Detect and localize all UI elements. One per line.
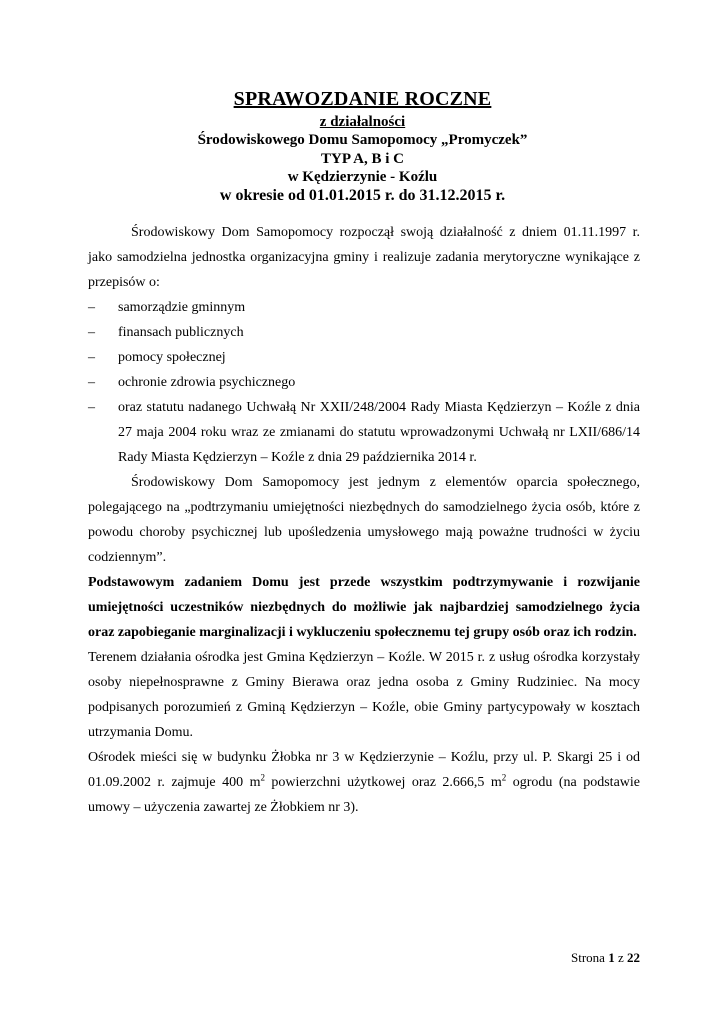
support-paragraph: Środowiskowy Dom Samopomocy jest jednym z elementów oparcia społecznego, polegającego na „podtrzymaniu umiejętności niezbędnych do samodzielnego życia osób, które z powodu choroby psychicznej lub upośledzenia umysłowego mają poważne trudności w życiu codziennym”.	[88, 475, 640, 565]
institution-location: w Kędzierzynie - Koźlu	[287, 169, 438, 185]
list-item: – finansach publicznych	[88, 320, 640, 345]
dash-bullet: –	[88, 350, 95, 365]
dash-bullet: –	[88, 300, 95, 315]
list-item: – pomocy społecznej	[88, 345, 640, 370]
intro-paragraph: Środowiskowy Dom Samopomocy rozpoczął swoją działalność z dniem 01.11.1997 r. jako samodzielna jednostka organizacyjna gminy i realizuje zadania merytoryczne wynikające z przepisów o:	[88, 225, 640, 290]
list-item: – ochronie zdrowia psychicznego	[88, 370, 640, 395]
institution-name: Środowiskowego Domu Samopomocy „Promyczek”	[197, 132, 528, 148]
document-subtitle: z działalności	[319, 114, 406, 130]
location-paragraph: Ośrodek mieści się w budynku Żłobka nr 3 w Kędzierzynie – Koźlu, przy ul. P. Skargi 25 i od 01.09.2002 r. zajmuje 400 $m^2$ powierzchni użytkowej oraz 2.666,5 $m^2$ ogrodu (na podstawie umowy – użyczenia zawartej ze Żłobkiem nr 3).	[88, 750, 640, 815]
document-title: SPRAWOZDANIE ROCZNE	[233, 88, 492, 110]
dash-bullet: –	[88, 325, 95, 340]
page-number: Strona 1 z 22	[571, 950, 640, 965]
list-item: – samorządzie gminnym	[88, 295, 640, 320]
institution-type: TYP A, B i C	[321, 151, 404, 167]
dash-bullet: –	[88, 375, 95, 390]
main-task-paragraph: Podstawowym zadaniem Domu jest przede wszystkim podtrzymywanie i rozwijanie umiejętności uczestników niezbędnych do możliwie jak najbardziej samodzielnego życia oraz zapobieganie marginalizacji i wykluczeniu społecznemu tej grupy osób oraz ich rodzin.	[88, 575, 640, 640]
dash-bullet: –	[88, 400, 95, 415]
regulations-list	[88, 295, 640, 470]
document-body	[88, 220, 640, 820]
report-period: w okresie od 01.01.2015 r. do 31.12.2015 r.	[219, 187, 506, 204]
area-paragraph: Terenem działania ośrodka jest Gmina Kędzierzyn – Koźle. W 2015 r. z usług ośrodka korzystały osoby niepełnosprawne z Gminy Bierawa oraz jedna osoba z Gminy Rudziniec. Na mocy podpisanych porozumień z Gminą Kędzierzyn – Koźle, obie Gminy partycypowały w kosztach utrzymania Domu.	[88, 650, 640, 740]
list-item: – oraz statutu nadanego Uchwałą Nr XXII/248/2004 Rady Miasta Kędzierzyn – Koźle z dnia 27 maja 2004 roku wraz ze zmianami do statutu wprowadzonymi Uchwałą nr LXII/686/14 Rady Miasta Kędzierzyn – Koźle z dnia 29 października 2014 r.	[88, 395, 640, 470]
